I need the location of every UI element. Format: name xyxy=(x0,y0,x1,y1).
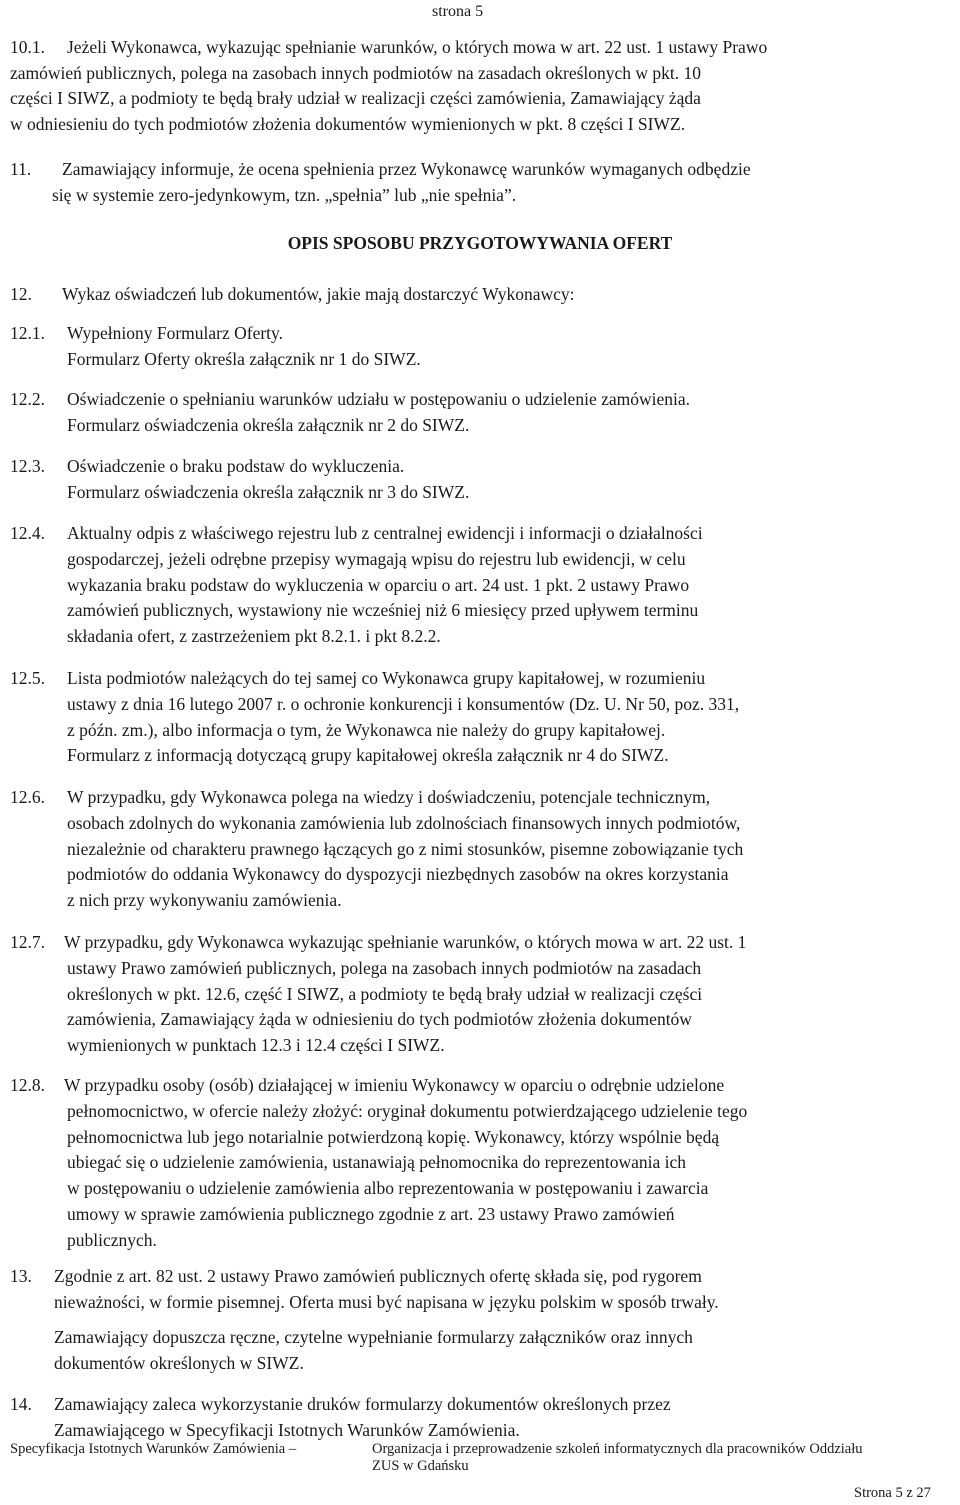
paragraph-line: gospodarczej, jeżeli odrębne przepisy wymagają wpisu do rejestru lub ewidencji, w celu xyxy=(67,548,686,569)
paragraph-line: Formularz oświadczenia określa załącznik nr 3 do SIWZ. xyxy=(67,481,470,502)
paragraph-line: w postępowaniu o udzielenie zamówienia albo reprezentowania w postępowaniu i zawarcia xyxy=(67,1178,709,1199)
paragraph-line: zamówień publicznych, polega na zasobach innych podmiotów na zasadach określonych w pkt. 10 xyxy=(10,62,702,83)
paragraph-line: Zamawiający informuje, że ocena spełnienia przez Wykonawcę warunków wymaganych odbędzie xyxy=(62,159,751,179)
item-number: 10.1. xyxy=(10,37,45,57)
paragraph-line: składania ofert, z zastrzeżeniem pkt 8.2.1. i pkt 8.2.2. xyxy=(67,626,441,647)
paragraph-line: pełnomocnictwo, w ofercie należy złożyć: oryginał dokumentu potwierdzającego udzielenie tego xyxy=(67,1100,748,1121)
footer-left: Specyfikacja Istotnych Warunków Zamówienia – xyxy=(10,1441,297,1457)
paragraph-line: Formularz Oferty określa załącznik nr 1 do SIWZ. xyxy=(67,348,421,369)
paragraph-line: z późn. zm.), albo informacja o tym, że Wykonawca nie należy do grupy kapitałowej. xyxy=(67,719,666,740)
paragraph-line: umowy w sprawie zamówienia publicznego zgodnie z art. 23 ustawy Prawo zamówień xyxy=(67,1204,675,1224)
paragraph-line: Jeżeli Wykonawca, wykazując spełnianie warunków, o których mowa w art. 22 ust. 1 ustawy Prawo xyxy=(67,37,768,57)
section-heading: OPIS SPOSOBU PRZYGOTOWYWANIA OFERT xyxy=(287,233,673,253)
paragraph-line: W przypadku, gdy Wykonawca polega na wiedzy i doświadczeniu, potencjale technicznym, xyxy=(67,787,711,807)
paragraph-line: się w systemie zero-jedynkowym, tzn. „spełnia” lub „nie spełnia”. xyxy=(52,185,517,205)
footer-right-line1: Organizacja i przeprowadzenie szkoleń informatycznych dla pracowników Oddziału xyxy=(372,1441,863,1457)
paragraph-line: Wykaz oświadczeń lub dokumentów, jakie mają dostarczyć Wykonawcy: xyxy=(62,284,575,304)
item-number: 14. xyxy=(10,1394,32,1414)
item-number: 12. xyxy=(10,284,32,304)
paragraph-line: W przypadku osoby (osób) działającej w imieniu Wykonawcy w oparciu o odrębnie udzielone xyxy=(64,1075,725,1095)
paragraph-line: określonych w pkt. 12.6, część I SIWZ, a podmioty te będą brały udział w realizacji części xyxy=(67,983,703,1004)
paragraph-line: Oświadczenie o spełnianiu warunków udziału w postępowaniu o udzielenie zamówienia. xyxy=(67,389,691,409)
item-number: 12.1. xyxy=(10,323,45,343)
paragraph-line: Formularz oświadczenia określa załącznik nr 2 do SIWZ. xyxy=(67,414,470,435)
item-number: 12.5. xyxy=(10,668,45,688)
paragraph-line: Zamawiający zaleca wykorzystanie druków formularzy dokumentów określonych przez xyxy=(54,1394,671,1414)
item-number: 11. xyxy=(10,159,32,179)
item-number: 12.2. xyxy=(10,389,45,409)
paragraph-line: podmiotów do oddania Wykonawcy do dyspozycji niezbędnych zasobów na okres korzystania xyxy=(67,864,729,885)
paragraph-line: Wypełniony Formularz Oferty. xyxy=(67,323,284,343)
paragraph-line: ustawy z dnia 16 lutego 2007 r. o ochronie konkurencji i konsumentów (Dz. U. Nr 50, poz. 331, xyxy=(67,693,740,714)
paragraph-line: Aktualny odpis z właściwego rejestru lub z centralnej ewidencji i informacji o działalności xyxy=(67,523,703,543)
paragraph-line: z nich przy wykonywaniu zamówienia. xyxy=(67,890,342,911)
footer-right-line2: ZUS w Gdańsku xyxy=(372,1458,469,1474)
paragraph-line: Zgodnie z art. 82 ust. 2 ustawy Prawo zamówień publicznych ofertę składa się, pod rygorem xyxy=(54,1266,702,1286)
paragraph-line: ubiegać się o udzielenie zamówienia, ustanawiają pełnomocnika do reprezentowania ich xyxy=(67,1152,687,1173)
paragraph-line: dokumentów określonych w SIWZ. xyxy=(54,1352,304,1373)
item-number: 12.8. xyxy=(10,1075,45,1095)
paragraph-line: Zamawiający dopuszcza ręczne, czytelne wypełnianie formularzy załączników oraz innych xyxy=(54,1327,693,1347)
paragraph-line: Oświadczenie o braku podstaw do wykluczenia. xyxy=(67,456,405,476)
paragraph-line: zamówień publicznych, wystawiony nie wcześniej niż 6 miesięcy przed upływem terminu xyxy=(67,600,699,621)
item-number: 12.7. xyxy=(10,932,45,952)
paragraph-line: zamówienia, Zamawiający żąda w odniesieniu do tych podmiotów złożenia dokumentów xyxy=(67,1009,692,1030)
paragraph-line: Zamawiającego w Specyfikacji Istotnych Warunków Zamówienia. xyxy=(54,1419,520,1440)
item-number: 12.4. xyxy=(10,523,45,543)
paragraph-line: osobach zdolnych do wykonania zamówienia lub zdolnościach finansowych innych podmiotów, xyxy=(67,812,741,833)
item-number: 12.3. xyxy=(10,456,45,476)
paragraph-line: niezależnie od charakteru prawnego łączących go z nimi stosunków, pisemne zobowiązanie tych xyxy=(67,838,744,859)
item-number: 12.6. xyxy=(10,787,45,807)
paragraph-line: w odniesieniu do tych podmiotów złożenia dokumentów wymienionych w pkt. 8 części I SIWZ. xyxy=(10,114,686,135)
paragraph-line: publicznych. xyxy=(67,1229,157,1250)
paragraph-line: nieważności, w formie pisemnej. Oferta musi być napisana w języku polskim w sposób trwały. xyxy=(54,1291,719,1312)
paragraph-line: części I SIWZ, a podmioty te będą brały udział w realizacji części zamówienia, Zamawiający żąda xyxy=(10,88,701,109)
footer-page-of: Strona 5 z 27 xyxy=(854,1485,931,1501)
paragraph-line: pełnomocnictwa lub jego notarialnie potwierdzoną kopię. Wykonawcy, którzy wspólnie będą xyxy=(67,1126,720,1147)
paragraph-line: W przypadku, gdy Wykonawca wykazując spełnianie warunków, o których mowa w art. 22 ust. 1 xyxy=(64,932,747,952)
paragraph-line: Lista podmiotów należących do tej samej co Wykonawca grupy kapitałowej, w rozumieniu xyxy=(67,668,706,688)
paragraph-line: Formularz z informacją dotyczącą grupy kapitałowej określa załącznik nr 4 do SIWZ. xyxy=(67,745,669,766)
item-number: 13. xyxy=(10,1266,32,1286)
paragraph-line: wykazania braku podstaw do wykluczenia w oparciu o art. 24 ust. 1 pkt. 2 ustawy Prawo xyxy=(67,574,690,595)
paragraph-line: ustawy Prawo zamówień publicznych, polega na zasobach innych podmiotów na zasadach xyxy=(67,957,702,978)
paragraph-line: wymienionych w punktach 12.3 i 12.4 części I SIWZ. xyxy=(67,1035,445,1056)
page-header-label: strona 5 xyxy=(432,3,484,20)
